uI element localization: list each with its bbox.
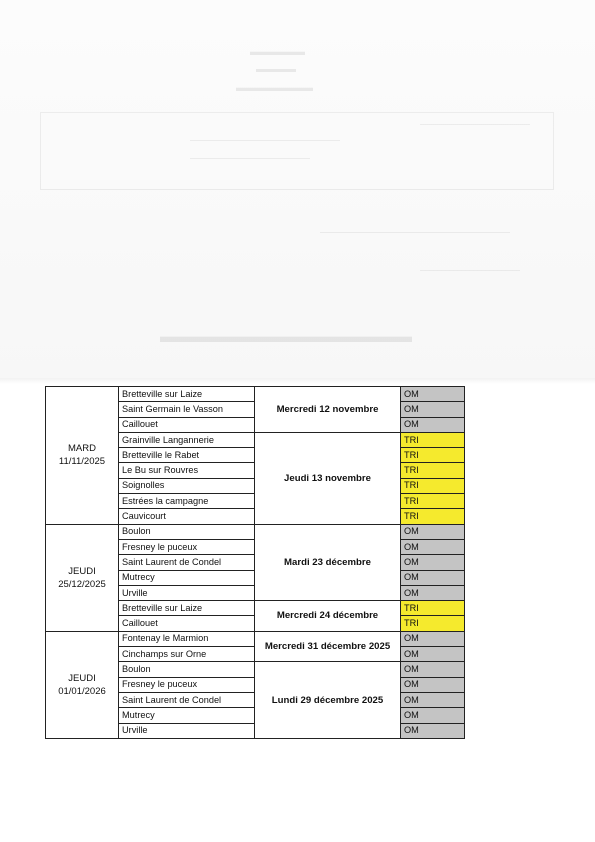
waste-type-om: OM	[401, 677, 465, 692]
commune-name: Le Bu sur Rouvres	[119, 463, 255, 478]
commune-name: Estrées la campagne	[119, 494, 255, 509]
table-row	[46, 387, 465, 402]
waste-type-tri: TRI	[401, 448, 465, 463]
bleed-through-line	[420, 124, 530, 125]
holiday-weekday: JEUDI	[68, 672, 96, 684]
commune-name: Boulon	[119, 662, 255, 677]
commune-name: Saint Laurent de Condel	[119, 555, 255, 570]
waste-type-om: OM	[401, 723, 465, 738]
bleed-through-line	[320, 232, 510, 233]
bleed-through-text: ▬▬▬▬▬	[250, 46, 305, 58]
schedule-body	[46, 387, 465, 739]
commune-name: Mutrecy	[119, 708, 255, 723]
commune-name: Caillouet	[119, 417, 255, 432]
replacement-date: Jeudi 13 novembre	[255, 432, 401, 524]
bleed-through-line	[420, 270, 520, 271]
waste-type-om: OM	[401, 585, 465, 600]
table-row	[46, 631, 465, 646]
waste-type-om: OM	[401, 417, 465, 432]
waste-type-tri: TRI	[401, 432, 465, 447]
replacement-date: Mercredi 12 novembre	[255, 387, 401, 433]
commune-name: Fresney le puceux	[119, 539, 255, 554]
waste-type-tri: TRI	[401, 494, 465, 509]
replacement-date: Mardi 23 décembre	[255, 524, 401, 600]
commune-name: Cauvicourt	[119, 509, 255, 524]
commune-name: Urville	[119, 585, 255, 600]
waste-type-om: OM	[401, 662, 465, 677]
commune-name: Bretteville sur Laize	[119, 601, 255, 616]
commune-name: Grainville Langannerie	[119, 432, 255, 447]
collection-day-cell	[46, 387, 119, 525]
waste-type-om: OM	[401, 524, 465, 539]
holiday-date: 25/12/2025	[58, 578, 106, 590]
bleed-through-line	[190, 158, 310, 159]
waste-type-om: OM	[401, 708, 465, 723]
waste-type-tri: TRI	[401, 616, 465, 631]
holiday-date: 01/01/2026	[58, 685, 106, 697]
waste-type-om: OM	[401, 539, 465, 554]
bleed-through-title: ▬▬▬▬▬▬▬▬▬▬▬▬▬▬	[160, 326, 412, 346]
bleed-through-line	[190, 140, 340, 141]
table-row	[46, 524, 465, 539]
replacement-date: Lundi 29 décembre 2025	[255, 662, 401, 738]
waste-type-tri: TRI	[401, 463, 465, 478]
replacement-date: Mercredi 24 décembre	[255, 601, 401, 632]
collection-day-cell	[46, 631, 119, 738]
commune-name: Fresney le puceux	[119, 677, 255, 692]
scan-edge	[0, 378, 595, 384]
holiday-date: 11/11/2025	[58, 456, 106, 468]
commune-name: Boulon	[119, 524, 255, 539]
commune-name: Bretteville sur Laize	[119, 387, 255, 402]
commune-name: Saint Laurent de Condel	[119, 692, 255, 707]
waste-type-tri: TRI	[401, 601, 465, 616]
waste-type-om: OM	[401, 387, 465, 402]
holiday-weekday: MARD	[68, 443, 96, 455]
commune-name: Saint Germain le Vasson	[119, 402, 255, 417]
bleed-through-text: ▬▬▬▬	[256, 64, 296, 75]
waste-type-om: OM	[401, 692, 465, 707]
commune-name: Fontenay le Marmion	[119, 631, 255, 646]
waste-type-om: OM	[401, 402, 465, 417]
commune-name: Cinchamps sur Orne	[119, 647, 255, 662]
commune-name: Soignolles	[119, 478, 255, 493]
waste-type-om: OM	[401, 555, 465, 570]
replacement-date: Mercredi 31 décembre 2025	[255, 631, 401, 662]
collection-day-cell	[46, 524, 119, 631]
waste-type-om: OM	[401, 647, 465, 662]
collection-schedule-table	[45, 386, 465, 739]
commune-name: Caillouet	[119, 616, 255, 631]
commune-name: Bretteville le Rabet	[119, 448, 255, 463]
waste-type-om: OM	[401, 631, 465, 646]
waste-type-om: OM	[401, 570, 465, 585]
bleed-through-text: ▬▬▬▬▬▬▬	[236, 82, 313, 94]
waste-type-tri: TRI	[401, 478, 465, 493]
holiday-weekday: JEUDI	[68, 565, 96, 577]
commune-name: Urville	[119, 723, 255, 738]
waste-type-tri: TRI	[401, 509, 465, 524]
commune-name: Mutrecy	[119, 570, 255, 585]
